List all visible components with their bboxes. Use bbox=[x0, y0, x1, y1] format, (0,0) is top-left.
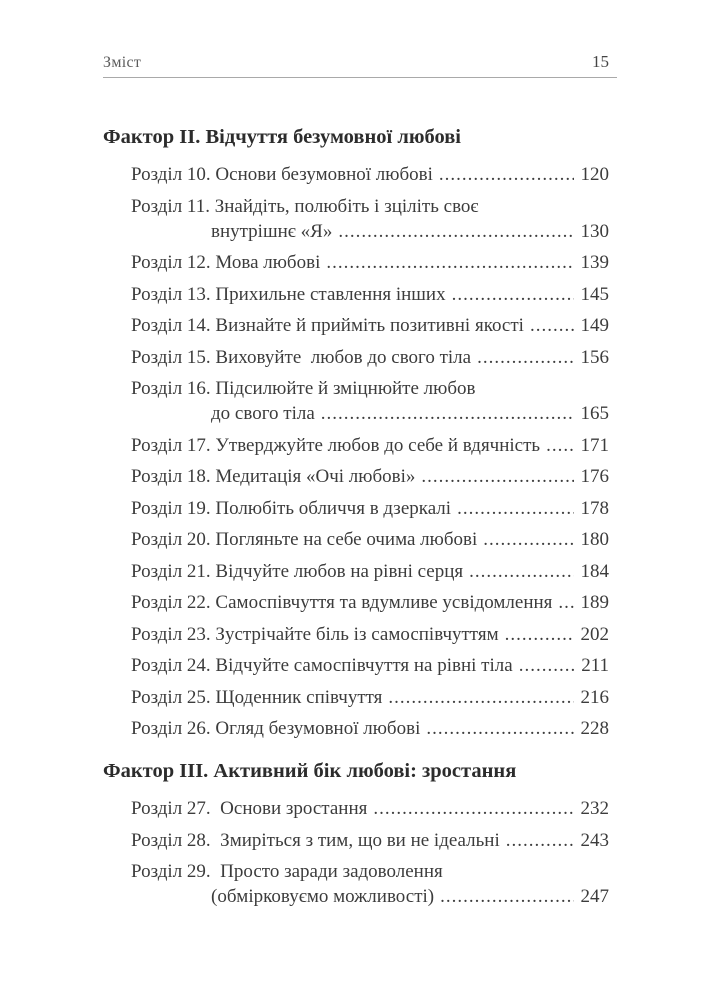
toc-entry-line bbox=[131, 559, 609, 584]
toc-entry-page: 180 bbox=[580, 529, 609, 550]
toc-entry bbox=[103, 828, 609, 853]
toc-entry-title: Розділ 24. Відчуйте самоспівчуття на рівні тіла bbox=[131, 655, 513, 676]
toc-entry-title: Розділ 27. Основи зростання bbox=[131, 798, 368, 819]
page-title: Зміст bbox=[103, 54, 142, 71]
toc-entry-title: Розділ 11. Знайдіть, полюбіть і зціліть своє bbox=[131, 195, 479, 217]
toc-entry bbox=[103, 162, 609, 187]
toc-entry-title: Розділ 20. Погляньте на себе очима любові bbox=[131, 529, 478, 550]
toc-entry-line bbox=[131, 282, 609, 307]
dot-leader bbox=[546, 433, 573, 458]
section-entries bbox=[103, 162, 609, 741]
toc-entry bbox=[103, 313, 609, 338]
toc-entry bbox=[103, 653, 609, 678]
toc-entry-line bbox=[131, 313, 609, 338]
dot-leader bbox=[505, 622, 574, 647]
toc-entry bbox=[103, 685, 609, 710]
toc-entry-title: Розділ 15. Виховуйте любов до свого тіла bbox=[131, 346, 472, 368]
toc-entry-line bbox=[131, 496, 609, 521]
toc-entry-page: 139 bbox=[580, 252, 609, 273]
dot-leader bbox=[457, 496, 573, 521]
toc-entry-page: 216 bbox=[580, 686, 609, 708]
header-rule bbox=[103, 77, 617, 78]
toc-entry-page: 211 bbox=[581, 655, 609, 676]
toc-entry-title: Розділ 12. Мова любові bbox=[131, 252, 321, 273]
toc-entry-page: 178 bbox=[580, 497, 609, 519]
running-head bbox=[103, 52, 609, 72]
toc-entry-page: 165 bbox=[580, 403, 609, 424]
table-of-contents bbox=[103, 125, 609, 916]
toc-entry-line bbox=[131, 716, 609, 741]
toc-entry-line bbox=[131, 250, 609, 275]
toc-entry-page: 202 bbox=[580, 623, 609, 645]
toc-entry-title: Розділ 29. Просто заради задоволення bbox=[131, 861, 443, 882]
toc-entry-line bbox=[131, 685, 609, 710]
toc-entry bbox=[103, 622, 609, 647]
toc-entry-page: 228 bbox=[580, 718, 609, 739]
dot-leader bbox=[388, 685, 573, 710]
toc-entry-page: 171 bbox=[580, 434, 609, 456]
toc-entry-line bbox=[131, 433, 609, 458]
toc-entry-title: Розділ 14. Визнайте й прийміть позитивні якості bbox=[131, 315, 524, 336]
toc-entry-page: 176 bbox=[580, 466, 609, 487]
dot-leader bbox=[421, 464, 573, 489]
dot-leader bbox=[452, 282, 574, 307]
toc-entry-line bbox=[131, 590, 609, 615]
toc-entry-title: Розділ 23. Зустрічайте біль із самоспівчуттям bbox=[131, 623, 499, 645]
section-heading: Фактор ІІ. Відчуття безумовної любові bbox=[103, 126, 461, 148]
toc-entry-title: Розділ 26. Огляд безумовної любові bbox=[131, 718, 421, 739]
toc-entry-line bbox=[131, 162, 609, 187]
page-number: 15 bbox=[592, 52, 609, 71]
dot-leader bbox=[469, 559, 573, 584]
toc-entry-page: 184 bbox=[580, 560, 609, 582]
toc-entry-page: 232 bbox=[580, 798, 609, 819]
toc-entry-title: Розділ 18. Медитація «Очі любові» bbox=[131, 466, 416, 487]
toc-entry-line bbox=[131, 401, 609, 426]
toc-entry bbox=[103, 590, 609, 615]
toc-entry bbox=[103, 559, 609, 584]
toc-section bbox=[103, 759, 609, 909]
toc-entry-title-continued: внутрішнє «Я» bbox=[211, 220, 333, 242]
toc-entry-page: 130 bbox=[580, 220, 609, 242]
toc-entry bbox=[103, 345, 609, 370]
toc-entry-line bbox=[131, 796, 609, 821]
toc-entry bbox=[103, 433, 609, 458]
dot-leader bbox=[519, 653, 575, 678]
toc-entry bbox=[103, 527, 609, 552]
toc-entry-page: 145 bbox=[580, 283, 609, 305]
toc-entry-title: Розділ 13. Прихильне ставлення інших bbox=[131, 283, 446, 305]
toc-entry-page: 149 bbox=[580, 315, 609, 336]
toc-entry-title: Розділ 10. Основи безумовної любові bbox=[131, 164, 433, 185]
toc-entry-line bbox=[131, 345, 609, 370]
dot-leader bbox=[321, 401, 574, 426]
toc-entry-title-continued: (обмірковуємо можливості) bbox=[211, 886, 435, 907]
toc-entry-line bbox=[131, 194, 609, 219]
toc-entry-page: 189 bbox=[580, 592, 609, 613]
toc-entry bbox=[103, 282, 609, 307]
toc-entry bbox=[103, 859, 609, 909]
toc-entry-page: 243 bbox=[580, 829, 609, 851]
toc-entry-line bbox=[131, 219, 609, 244]
toc-entry-title: Розділ 25. Щоденник співчуття bbox=[131, 686, 383, 708]
dot-leader bbox=[373, 796, 573, 821]
dot-leader bbox=[530, 313, 574, 338]
dot-leader bbox=[506, 828, 574, 853]
toc-entry-title: Розділ 19. Полюбіть обличчя в дзеркалі bbox=[131, 497, 452, 519]
toc-entry bbox=[103, 194, 609, 244]
toc-entry bbox=[103, 464, 609, 489]
dot-leader bbox=[477, 345, 573, 370]
dot-leader bbox=[483, 527, 573, 552]
toc-entry-line bbox=[131, 884, 609, 909]
dot-leader bbox=[338, 219, 573, 244]
toc-entry-title: Розділ 17. Утверджуйте любов до себе й вдячність bbox=[131, 434, 541, 456]
dot-leader bbox=[558, 590, 573, 615]
toc-entry-line bbox=[131, 859, 609, 884]
toc-entry-line bbox=[131, 527, 609, 552]
toc-entry-page: 247 bbox=[580, 886, 609, 907]
toc-entry-line bbox=[131, 464, 609, 489]
toc-entry-title-continued: до свого тіла bbox=[211, 403, 315, 424]
toc-entry-page: 120 bbox=[580, 164, 609, 185]
toc-entry-title: Розділ 22. Самоспівчуття та вдумливе усвідомлення bbox=[131, 592, 553, 613]
toc-entry-title: Розділ 28. Змиріться з тим, що ви не ідеальні bbox=[131, 829, 500, 851]
toc-entry-line bbox=[131, 653, 609, 678]
toc-entry bbox=[103, 716, 609, 741]
toc-section bbox=[103, 125, 609, 741]
toc-entry bbox=[103, 496, 609, 521]
toc-entry-page: 156 bbox=[580, 346, 609, 368]
toc-entry bbox=[103, 250, 609, 275]
toc-entry bbox=[103, 376, 609, 426]
toc-entry bbox=[103, 796, 609, 821]
dot-leader bbox=[439, 162, 574, 187]
section-heading: Фактор ІІІ. Активний бік любові: зростання bbox=[103, 760, 517, 782]
dot-leader bbox=[326, 250, 573, 275]
toc-entry-title: Розділ 21. Відчуйте любов на рівні серця bbox=[131, 560, 464, 582]
toc-entry-title: Розділ 16. Підсилюйте й зміцнюйте любов bbox=[131, 378, 476, 399]
toc-entry-line bbox=[131, 622, 609, 647]
section-entries bbox=[103, 796, 609, 909]
toc-entry-line bbox=[131, 376, 609, 401]
dot-leader bbox=[440, 884, 573, 909]
toc-entry-line bbox=[131, 828, 609, 853]
dot-leader bbox=[426, 716, 573, 741]
